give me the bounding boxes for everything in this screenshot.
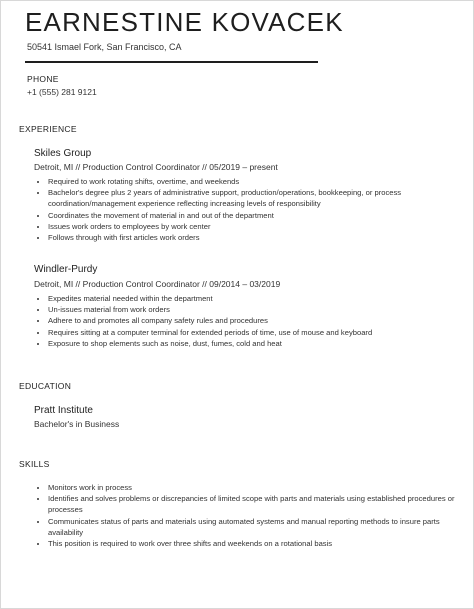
list-item: • Expedites material needed within the department bbox=[48, 293, 468, 304]
list-item: • Communicates status of parts and materials using automated systems and manual reporting methods to insure parts availability bbox=[48, 516, 468, 538]
skills-bullets bbox=[34, 482, 468, 549]
skills-heading: SKILLS bbox=[19, 459, 50, 469]
job-company: Skiles Group bbox=[34, 148, 92, 159]
phone-label: PHONE bbox=[27, 74, 59, 84]
job-bullets bbox=[34, 176, 468, 243]
list-item: • This position is required to work over three shifts and weekends on a rotational basis bbox=[48, 538, 468, 549]
header-divider bbox=[25, 61, 318, 63]
list-item: • Follows through with first articles work orders bbox=[48, 232, 468, 243]
job-bullets bbox=[34, 293, 468, 349]
list-item: • Monitors work in process bbox=[48, 482, 468, 493]
education-school: Pratt Institute bbox=[34, 405, 93, 416]
list-item: • Required to work rotating shifts, overtime, and weekends bbox=[48, 176, 468, 187]
list-item: • Coordinates the movement of material in and out of the department bbox=[48, 210, 468, 221]
list-item: • Identifies and solves problems or discrepancies of limited scope with parts and materials using established procedures or processes bbox=[48, 493, 468, 515]
job-meta: Detroit, MI // Production Control Coordinator // 05/2019 – present bbox=[34, 162, 278, 172]
list-item: • Requires sitting at a computer terminal for extended periods of time, use of mouse and keyboard bbox=[48, 327, 468, 338]
candidate-address: 50541 Ismael Fork, San Francisco, CA bbox=[27, 42, 182, 52]
list-item: • Exposure to shop elements such as noise, dust, fumes, cold and heat bbox=[48, 338, 468, 349]
education-heading: EDUCATION bbox=[19, 381, 72, 391]
job-meta: Detroit, MI // Production Control Coordinator // 09/2014 – 03/2019 bbox=[34, 279, 281, 289]
list-item: • Adhere to and promotes all company safety rules and procedures bbox=[48, 315, 468, 326]
list-item: • Un-issues material from work orders bbox=[48, 304, 468, 315]
education-degree: Bachelor's in Business bbox=[34, 419, 120, 429]
list-item: • Issues work orders to employees by work center bbox=[48, 221, 468, 232]
experience-heading: EXPERIENCE bbox=[19, 124, 77, 134]
phone-value: +1 (555) 281 9121 bbox=[27, 87, 97, 97]
list-item: • Bachelor's degree plus 2 years of administrative support, production/operations, bookkeeping, or process coordination/management experience reflecting increasing levels of responsibility bbox=[48, 187, 468, 209]
candidate-name: EARNESTINE KOVACEK bbox=[25, 7, 344, 37]
job-company: Windler-Purdy bbox=[34, 264, 98, 275]
